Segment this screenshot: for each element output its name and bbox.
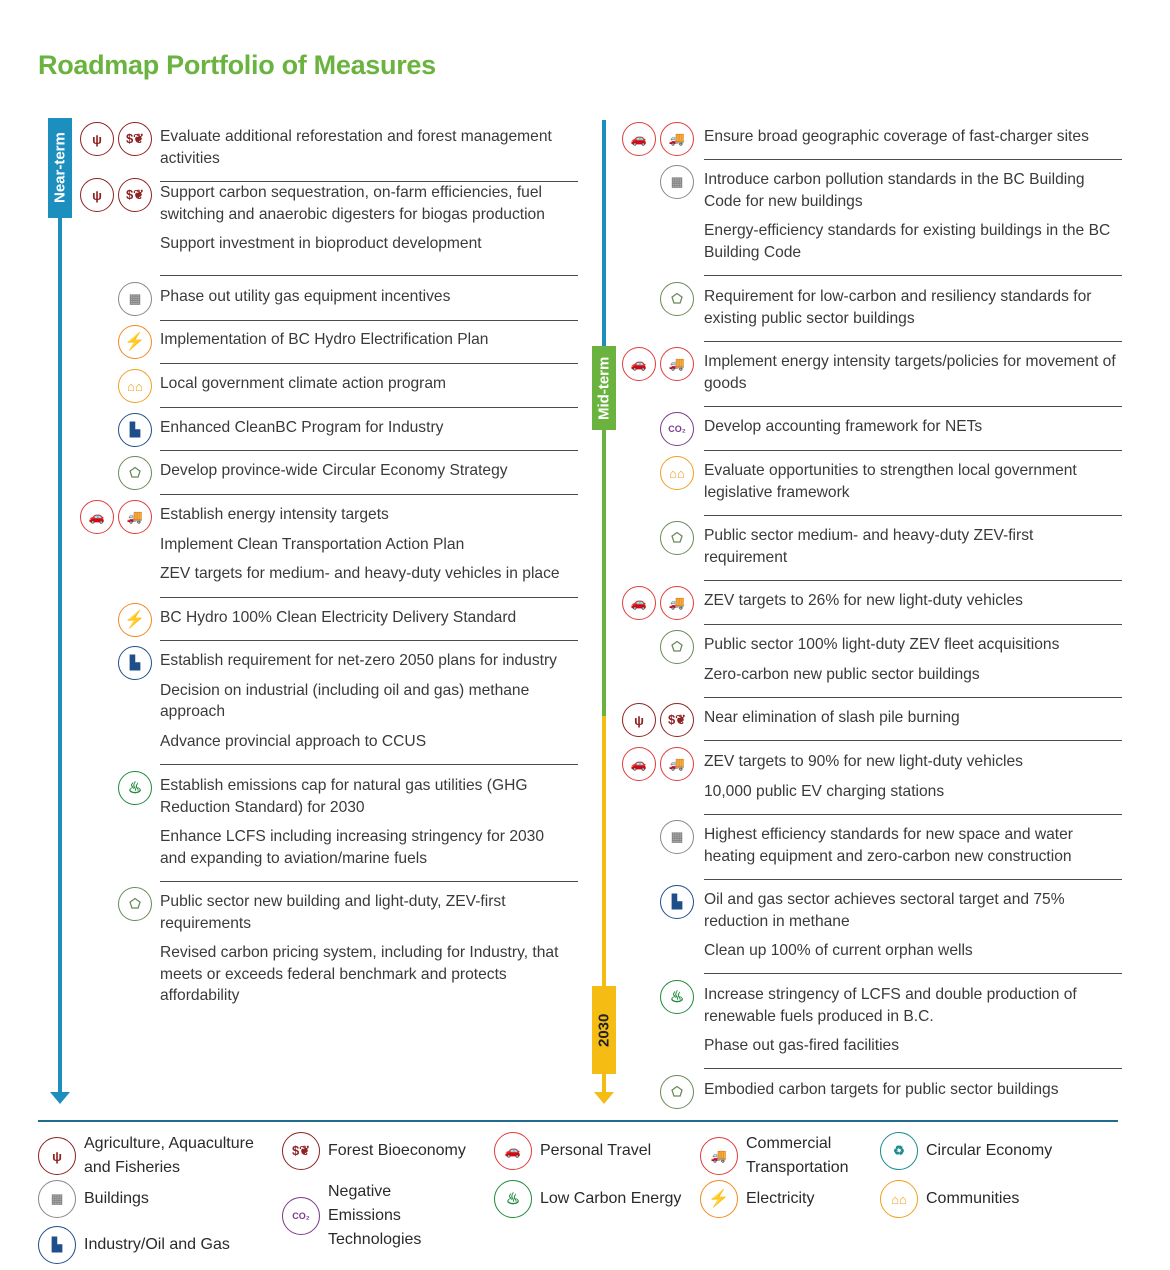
travel-icon: 🚗 [622,586,656,620]
lowcarbon-icon: ♨ [118,771,152,805]
measure-icons [118,369,152,403]
divider [704,697,1122,698]
travel-icon: 🚗 [622,122,656,156]
measure-text: Zero-carbon new public sector buildings [704,665,980,683]
divider [704,1068,1122,1069]
communities-icon: ⌂⌂ [880,1180,918,1218]
circular-green-icon: ⬠ [118,887,152,921]
measure-icons [118,282,152,316]
divider [704,341,1122,342]
circular-green-icon: ⬠ [660,630,694,664]
measure-text: Requirement for low-carbon and resiliency standards for existing public sector buildings [704,288,1092,327]
divider [160,764,578,765]
buildings-icon: ▦ [660,820,694,854]
divider [704,580,1122,581]
measure-text: Establish requirement for net-zero 2050 plans for industry [160,652,557,669]
agri-icon: ψ [622,703,656,737]
measure-icons [118,413,152,447]
measure-text: Introduce carbon pollution standards in the BC Building Code for new buildings [704,171,1085,210]
communities-icon: ⌂⌂ [660,456,694,490]
measure-icons [660,630,694,664]
travel-icon: 🚗 [80,500,114,534]
measure-text: Evaluate opportunities to strengthen local government legislative framework [704,462,1077,501]
measure-icons [118,325,152,359]
near-term-label: Near-term [48,118,72,218]
legend-label: Industry/Oil and Gas [84,1236,230,1253]
measure-text: Oil and gas sector achieves sectoral target and 75% reduction in methane [704,891,1065,930]
legend-label: Buildings [84,1190,149,1207]
commercial-icon: 🚚 [660,747,694,781]
measure-text: 10,000 public EV charging stations [704,782,945,800]
industry-icon: ▙ [660,885,694,919]
buildings-icon: ▦ [118,282,152,316]
legend-item [38,1132,254,1180]
circular-green-icon: ⬠ [660,282,694,316]
circular-icon: ♻ [880,1132,918,1170]
forest-icon: $❦ [118,122,152,156]
measure-icons [80,178,152,212]
measure-text: Highest efficiency standards for new space and water heating equipment and zero-carbon new construction [704,826,1073,865]
measure-text: Advance provincial approach to CCUS [160,732,427,750]
measure-text: Clean up 100% of current orphan wells [704,942,973,959]
measure-icons [118,771,152,805]
measure-text: Embodied carbon targets for public sector buildings [704,1081,1059,1098]
agri-icon: ψ [80,122,114,156]
measure-text: Develop accounting framework for NETs [704,418,983,435]
measure-icons [622,347,694,381]
measure-icons [622,747,694,781]
measure-text: Evaluate additional reforestation and forest management activities [160,128,552,167]
measure-icons [660,456,694,490]
measure-text: Decision on industrial (including oil and gas) methane approach [160,681,530,720]
measure-icons [660,980,694,1014]
measure-icons [118,646,152,680]
measure-icons [118,603,152,637]
divider [704,740,1122,741]
legend-item [38,1180,149,1218]
divider [704,624,1122,625]
legend-item [880,1180,1019,1218]
industry-icon: ▙ [118,646,152,680]
travel-icon: 🚗 [494,1132,532,1170]
measure-text: Phase out gas-fired facilities [704,1037,900,1054]
divider [160,181,578,182]
measure-icons [622,703,694,737]
divider [704,973,1122,974]
circular-green-icon: ⬠ [118,456,152,490]
divider [160,275,578,276]
legend-label: Low Carbon Energy [540,1190,682,1207]
divider [704,814,1122,815]
measure-text: Local government climate action program [160,375,447,392]
measure-icons [622,586,694,620]
measure-text: Public sector medium- and heavy-duty ZEV-first requirement [704,527,1034,566]
legend-label: Electricity [746,1190,815,1207]
forest-icon: $❦ [118,178,152,212]
year-arrow-icon [594,1092,614,1104]
circular-green-icon: ⬠ [660,1075,694,1109]
measure-text: Implementation of BC Hydro Electrification Plan [160,331,489,348]
divider [704,879,1122,880]
measure-icons [660,521,694,555]
divider [160,494,578,495]
measure-icons [660,1075,694,1109]
forest-icon: $❦ [660,703,694,737]
travel-icon: 🚗 [622,747,656,781]
measure-text: Public sector 100% light-duty ZEV fleet acquisitions [704,636,1060,653]
agri-icon: ψ [80,178,114,212]
year-label: 2030 [592,986,616,1074]
measure-text: Implement Clean Transportation Action Plan [160,535,465,553]
divider [160,363,578,364]
measure-icons [118,887,152,921]
measure-text: Revised carbon pricing system, including for Industry, that meets or exceeds federal benchmark and protects affordability [160,944,559,1004]
circular-green-icon: ⬠ [660,521,694,555]
divider [160,881,578,882]
measure-text: Support carbon sequestration, on-farm efficiencies, fuel switching and anaerobic digesters for biogas production [160,184,545,223]
measure-icons [660,282,694,316]
industry-icon: ▙ [118,413,152,447]
legend-label: Negative Emissions Technologies [328,1183,422,1248]
measure-icons [622,122,694,156]
measure-text: Phase out utility gas equipment incentives [160,288,451,305]
divider [704,406,1122,407]
electricity-icon: ⚡ [118,603,152,637]
measure-text: Public sector new building and light-duty, ZEV-first requirements [160,893,506,932]
measure-icons [118,456,152,490]
near-term-arrow-icon [50,1092,70,1104]
legend-divider [38,1120,1118,1122]
divider [160,597,578,598]
buildings-icon: ▦ [660,165,694,199]
divider [160,640,578,641]
measure-text: Support investment in bioproduct development [160,235,482,252]
legend-item [700,1180,814,1218]
divider [704,515,1122,516]
legend [0,1120,1170,1270]
legend-label: Personal Travel [540,1142,652,1159]
agri-icon: ψ [38,1137,76,1175]
buildings-icon: ▦ [38,1180,76,1218]
legend-label: Commercial Transportation [746,1135,849,1176]
measure-text: Develop province-wide Circular Economy Strategy [160,462,508,479]
measure-text: Increase stringency of LCFS and double production of renewable fuels produced in B.C. [704,986,1077,1025]
commercial-icon: 🚚 [118,500,152,534]
measure-icons [80,122,152,156]
divider [704,159,1122,160]
measure-text: ZEV targets to 90% for new light-duty vehicles [704,753,1023,770]
commercial-icon: 🚚 [660,122,694,156]
measure-text: Ensure broad geographic coverage of fast-charger sites [704,128,1089,145]
measure-icons [660,885,694,919]
commercial-icon: 🚚 [660,586,694,620]
industry-icon: ▙ [38,1226,76,1264]
measure-icons [660,412,694,446]
communities-icon: ⌂⌂ [118,369,152,403]
divider [704,450,1122,451]
forest-icon: $❦ [282,1132,320,1170]
net-icon: CO₂ [282,1197,320,1235]
measure-text: Enhance LCFS including increasing stringency for 2030 and expanding to aviation/marine fuels [160,828,545,867]
legend-item [282,1180,468,1252]
legend-item [494,1180,681,1218]
legend-item [38,1226,230,1264]
measure-icons [80,500,152,534]
measure-text: Establish energy intensity targets [160,506,389,523]
legend-label: Communities [926,1190,1020,1207]
divider [160,450,578,451]
legend-item [282,1132,466,1170]
measure-text: BC Hydro 100% Clean Electricity Delivery Standard [160,609,517,626]
commercial-icon: 🚚 [700,1137,738,1175]
measure-text: ZEV targets for medium- and heavy-duty vehicles in place [160,565,560,582]
measure-icons [660,165,694,199]
measure-text: ZEV targets to 26% for new light-duty vehicles [704,592,1023,609]
measure-icons [660,820,694,854]
measure-text: Establish emissions cap for natural gas utilities (GHG Reduction Standard) for 2030 [160,777,528,816]
legend-label: Agriculture, Aquaculture and Fisheries [84,1135,254,1176]
divider [160,407,578,408]
net-icon: CO₂ [660,412,694,446]
measure-text: Implement energy intensity targets/policies for movement of goods [704,353,1116,392]
legend-label: Circular Economy [926,1142,1053,1159]
lowcarbon-icon: ♨ [494,1180,532,1218]
measure-text: Enhanced CleanBC Program for Industry [160,419,444,436]
measure-text: Energy-efficiency standards for existing buildings in the BC Building Code [704,222,1111,261]
legend-item [494,1132,651,1170]
page-title: Roadmap Portfolio of Measures [38,50,436,80]
divider [160,320,578,321]
legend-item [880,1132,1052,1170]
legend-item [700,1132,856,1180]
measure-text: Near elimination of slash pile burning [704,709,960,726]
electricity-icon: ⚡ [118,325,152,359]
travel-icon: 🚗 [622,347,656,381]
lowcarbon-icon: ♨ [660,980,694,1014]
commercial-icon: 🚚 [660,347,694,381]
legend-label: Forest Bioeconomy [328,1142,466,1159]
divider [704,275,1122,276]
electricity-icon: ⚡ [700,1180,738,1218]
mid-term-label: Mid-term [592,346,616,430]
